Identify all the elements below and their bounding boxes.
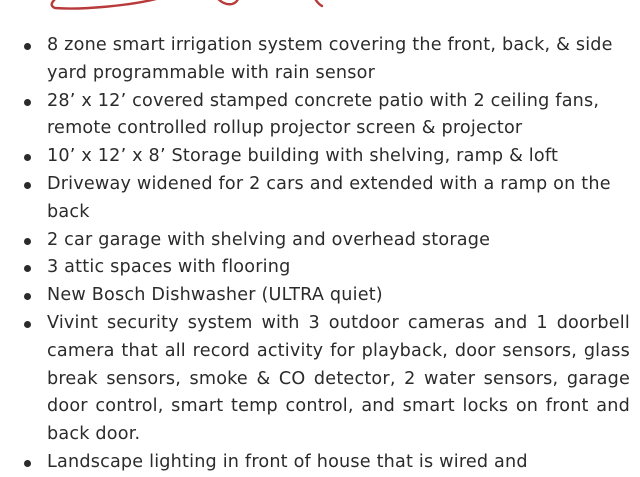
list-item-text: 2 car garage with shelving and overhead storage (47, 229, 491, 250)
bullet-icon (24, 238, 31, 245)
bullet-icon (24, 154, 31, 161)
bullet-icon (24, 460, 31, 467)
list-item (22, 449, 630, 477)
bullet-icon (24, 43, 31, 50)
list-item (22, 254, 630, 282)
feature-list (22, 32, 630, 477)
bullet-icon (24, 182, 31, 189)
bullet-icon (24, 293, 31, 300)
script-heading-decoration (0, 0, 640, 10)
list-item-text: 10’ x 12’ x 8’ Storage building with shelving, ramp & loft (47, 146, 559, 167)
bullet-icon (24, 321, 31, 328)
list-item-text: Landscape lighting in front of house that is wired and (47, 451, 528, 472)
bullet-icon (24, 99, 31, 106)
list-item-text: Vivint security system with 3 outdoor cameras and 1 doorbell camera that all record activity for playback, door sensors, glass break sensors, smoke & CO detector, 2 water sensors, garage door control, smart temp control, and smart locks on front and back door. (47, 312, 630, 445)
list-item (22, 310, 630, 449)
list-item (22, 282, 630, 310)
list-item (22, 143, 630, 171)
list-item (22, 88, 630, 144)
list-item (22, 227, 630, 255)
list-item (22, 32, 630, 88)
list-item (22, 171, 630, 227)
list-item-text: 8 zone smart irrigation system covering the front, back, & side yard programmable with rain sensor (47, 35, 613, 83)
list-item-text: New Bosch Dishwasher (ULTRA quiet) (47, 285, 383, 306)
list-item-text: 28’ x 12’ covered stamped concrete patio with 2 ceiling fans, remote controlled rollup projector screen & projector (47, 90, 600, 139)
list-item-text: 3 attic spaces with flooring (47, 257, 291, 278)
list-item-text: Driveway widened for 2 cars and extended with a ramp on the back (47, 173, 611, 222)
bullet-icon (24, 265, 31, 272)
